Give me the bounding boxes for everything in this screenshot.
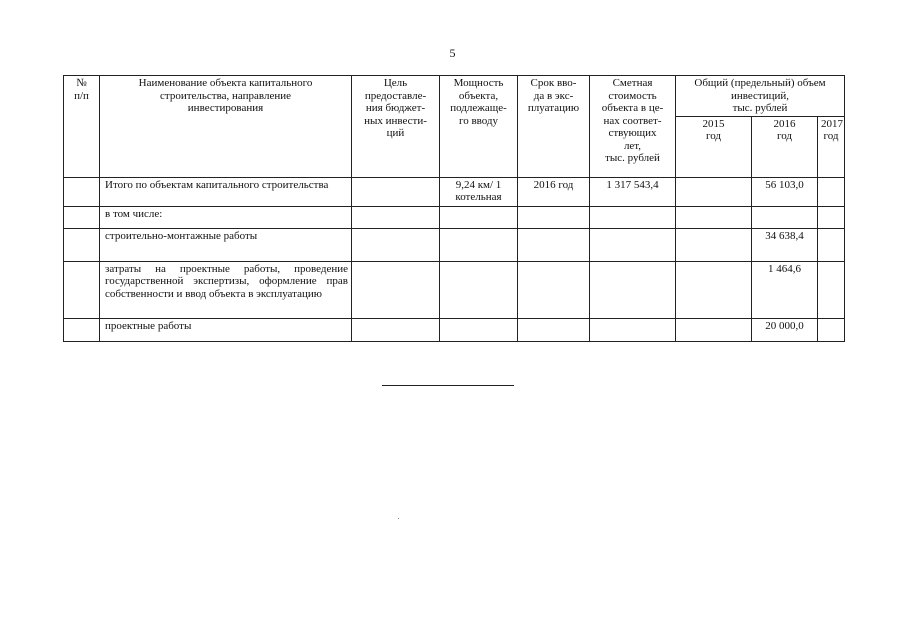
table-row [64,206,845,228]
cell-term [518,318,590,341]
cell-estimate [590,206,676,228]
cell-capacity: 9,24 км/ 1 котельная [440,177,518,206]
cell-2015 [676,228,752,261]
table-row [64,318,845,341]
header-capacity: Мощность объекта, подлежаще- го вводу [440,76,518,178]
cell-name: строительно-монтажные работы [100,228,352,261]
cell-num [64,177,100,206]
cell-2015 [676,261,752,318]
cell-2017 [818,318,845,341]
cell-2016 [752,206,818,228]
cell-2016: 1 464,6 [752,261,818,318]
cell-2015 [676,318,752,341]
cell-capacity [440,261,518,318]
cell-2016: 34 638,4 [752,228,818,261]
cell-num [64,261,100,318]
cell-2016: 20 000,0 [752,318,818,341]
cell-2017 [818,261,845,318]
cell-purpose [352,261,440,318]
table-row [64,228,845,261]
cell-term [518,206,590,228]
cell-purpose [352,177,440,206]
cell-estimate [590,228,676,261]
cell-estimate: 1 317 543,4 [590,177,676,206]
page-number: 5 [449,46,456,60]
cell-2017 [818,177,845,206]
cell-estimate [590,261,676,318]
cell-name: в том числе: [100,206,352,228]
header-num: № п/п [64,76,100,178]
investment-table [63,75,845,342]
cell-purpose [352,206,440,228]
header-year-2015: 2015 год [676,116,752,177]
cell-2017 [818,206,845,228]
cell-2016: 56 103,0 [752,177,818,206]
scan-speck [398,518,399,519]
cell-2015 [676,206,752,228]
cell-term [518,228,590,261]
cell-num [64,228,100,261]
cell-name: затраты на проектные работы, проведение государственной экспертизы, оформление прав собственности и ввод объекта в эксплуатацию [100,261,352,318]
header-purpose: Цель предоставле- ния бюджет- ных инвести- ций [352,76,440,178]
separator-line [382,385,514,386]
table-row [64,261,845,318]
cell-name: Итого по объектам капитального строительства [100,177,352,206]
header-term: Срок вво- да в экс- плуатацию [518,76,590,178]
cell-2015 [676,177,752,206]
cell-num [64,206,100,228]
cell-2017 [818,228,845,261]
cell-term: 2016 год [518,177,590,206]
cell-capacity [440,228,518,261]
table-row [64,177,845,206]
header-total-volume: Общий (предельный) объем инвестиций, тыс. рублей [676,76,845,117]
cell-term [518,261,590,318]
header-year-2017: 2017 год [818,116,845,177]
cell-purpose [352,318,440,341]
cell-name: проектные работы [100,318,352,341]
cell-capacity [440,206,518,228]
header-year-2016: 2016 год [752,116,818,177]
header-estimate: Сметная стоимость объекта в це- нах соответ- ствующих лет, тыс. рублей [590,76,676,178]
cell-capacity [440,318,518,341]
cell-purpose [352,228,440,261]
cell-num [64,318,100,341]
header-name: Наименование объекта капитального строительства, направление инвестирования [100,76,352,178]
cell-estimate [590,318,676,341]
